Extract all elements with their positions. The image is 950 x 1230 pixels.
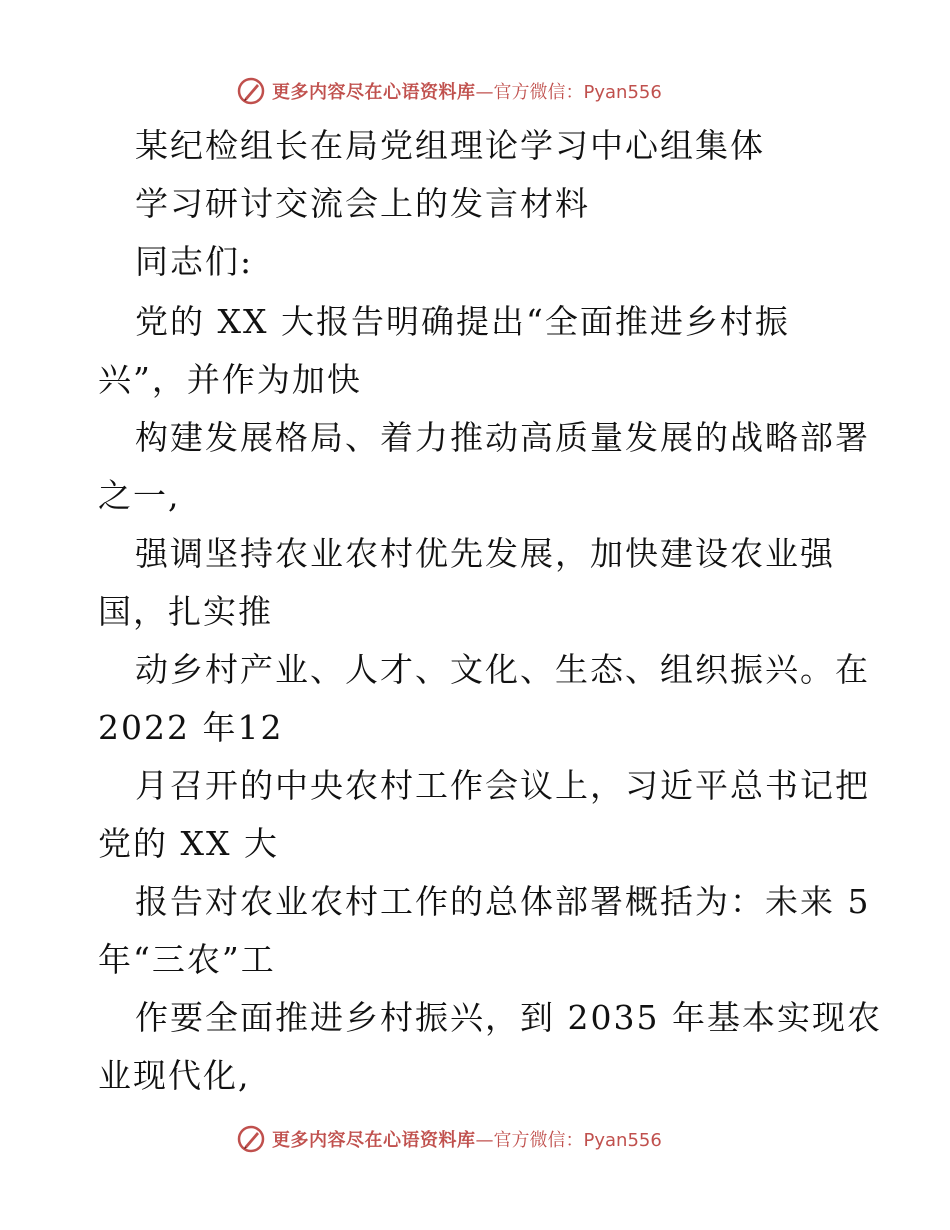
text-line: 2022 年12 bbox=[98, 708, 284, 747]
text-line: 动乡村产业、人才、文化、生态、组织振兴。在 bbox=[135, 650, 870, 689]
watermark-contact: —官方微信：Pyan556 bbox=[475, 1130, 662, 1151]
text-line: 党的 XX 大报告明确提出“全面推进乡村振 bbox=[135, 302, 790, 341]
watermark-brand: 更多内容尽在心语资料库 bbox=[272, 1130, 476, 1151]
watermark-brand: 更多内容尽在心语资料库 bbox=[272, 82, 476, 103]
pen-circle-logo-icon bbox=[236, 1124, 266, 1154]
title-line-1: 某纪检组长在局党组理论学习中心组集体 bbox=[135, 126, 765, 165]
text-line: 强调坚持农业农村优先发展，加快建设农业强 bbox=[135, 534, 835, 573]
title-line-2: 学习研讨交流会上的发言材料 bbox=[135, 184, 590, 223]
salutation: 同志们: bbox=[135, 242, 254, 281]
text-line: 之一, bbox=[98, 476, 181, 515]
text-line: 报告对农业农村工作的总体部署概括为：未来 5 bbox=[135, 882, 871, 921]
text-line: 国，扎实推 bbox=[98, 592, 273, 631]
text-line: 党的 XX 大 bbox=[98, 824, 279, 863]
text-line: 月召开的中央农村工作会议上，习近平总书记把 bbox=[135, 766, 870, 805]
text-line: 业现代化, bbox=[98, 1056, 251, 1095]
text-line: 兴”，并作为加快 bbox=[98, 360, 362, 399]
text-line: 年“三农”工 bbox=[98, 940, 276, 979]
text-line: 构建发展格局、着力推动高质量发展的战略部署 bbox=[135, 418, 870, 457]
footer-watermark bbox=[236, 1122, 662, 1156]
text-line: 作要全面推进乡村振兴，到 2035 年基本实现农 bbox=[135, 998, 882, 1037]
pen-circle-logo-icon bbox=[236, 76, 266, 106]
watermark-contact: —官方微信：Pyan556 bbox=[475, 82, 662, 103]
header-watermark bbox=[236, 74, 662, 108]
